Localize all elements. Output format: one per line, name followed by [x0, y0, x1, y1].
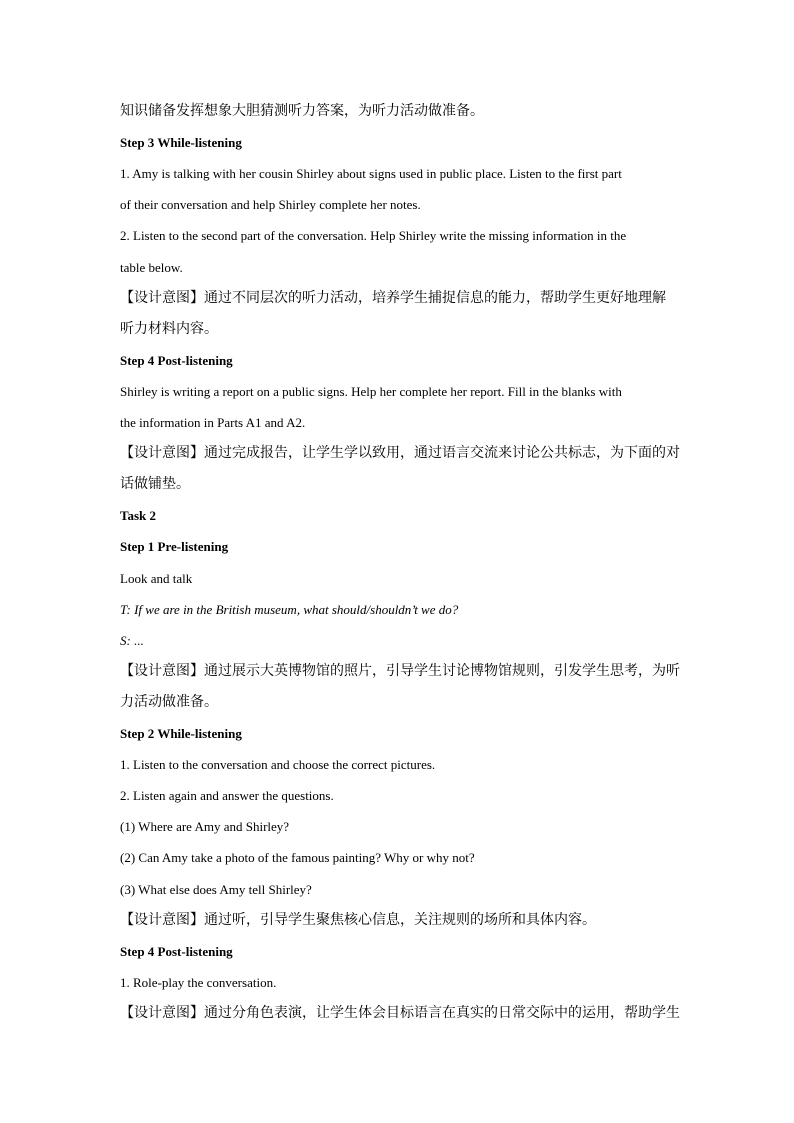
text-line: of their conversation and help Shirley complete her notes.	[120, 197, 421, 212]
text-line: 【设计意图】通过听，引导学生聚焦核心信息，关注规则的场所和具体内容。	[120, 913, 596, 928]
text-line: 1. Listen to the conversation and choose the correct pictures.	[120, 757, 436, 772]
text-line: 2. Listen again and answer the questions.	[120, 788, 334, 803]
text-line: T: If we are in the British museum, what should/shouldn’t we do?	[120, 602, 459, 617]
text-line: 1. Amy is talking with her cousin Shirley about signs used in public place. Listen to the first part	[120, 166, 622, 181]
text-line: 1. Role-play the conversation.	[120, 975, 277, 990]
text-line: Step 1 Pre-listening	[120, 539, 229, 554]
text-line: Task 2	[120, 508, 157, 523]
text-line: 【设计意图】通过分角色表演，让学生体会目标语言在真实的日常交际中的运用，帮助学生	[120, 1006, 680, 1021]
text-line: 【设计意图】通过不同层次的听力活动，培养学生捕捉信息的能力，帮助学生更好地理解	[120, 291, 666, 306]
text-line: Step 4 Post-listening	[120, 353, 233, 368]
text-line: the information in Parts A1 and A2.	[120, 415, 306, 430]
text-line: 知识储备发挥想象大胆猜测听力答案，为听力活动做准备。	[120, 104, 484, 119]
text-line: (2) Can Amy take a photo of the famous painting? Why or why not?	[120, 850, 475, 865]
text-line: (1) Where are Amy and Shirley?	[120, 819, 290, 834]
text-line: 2. Listen to the second part of the conversation. Help Shirley write the missing information in the	[120, 228, 627, 243]
text-line: Look and talk	[120, 571, 193, 586]
text-line: Shirley is writing a report on a public signs. Help her complete her report. Fill in the blanks with	[120, 384, 622, 399]
text-line: 【设计意图】通过完成报告，让学生学以致用，通过语言交流来讨论公共标志，为下面的对	[120, 446, 680, 461]
text-line: 话做铺垫。	[120, 477, 190, 492]
text-line: S: ...	[120, 633, 144, 648]
text-line: (3) What else does Amy tell Shirley?	[120, 882, 312, 897]
text-line: table below.	[120, 260, 183, 275]
text-line: 【设计意图】通过展示大英博物馆的照片，引导学生讨论博物馆规则，引发学生思考，为听	[120, 664, 680, 679]
text-line: Step 2 While-listening	[120, 726, 242, 741]
text-line: 听力材料内容。	[120, 322, 218, 337]
text-line: 力活动做准备。	[120, 695, 218, 710]
text-line: Step 3 While-listening	[120, 135, 242, 150]
text-line: Step 4 Post-listening	[120, 944, 233, 959]
